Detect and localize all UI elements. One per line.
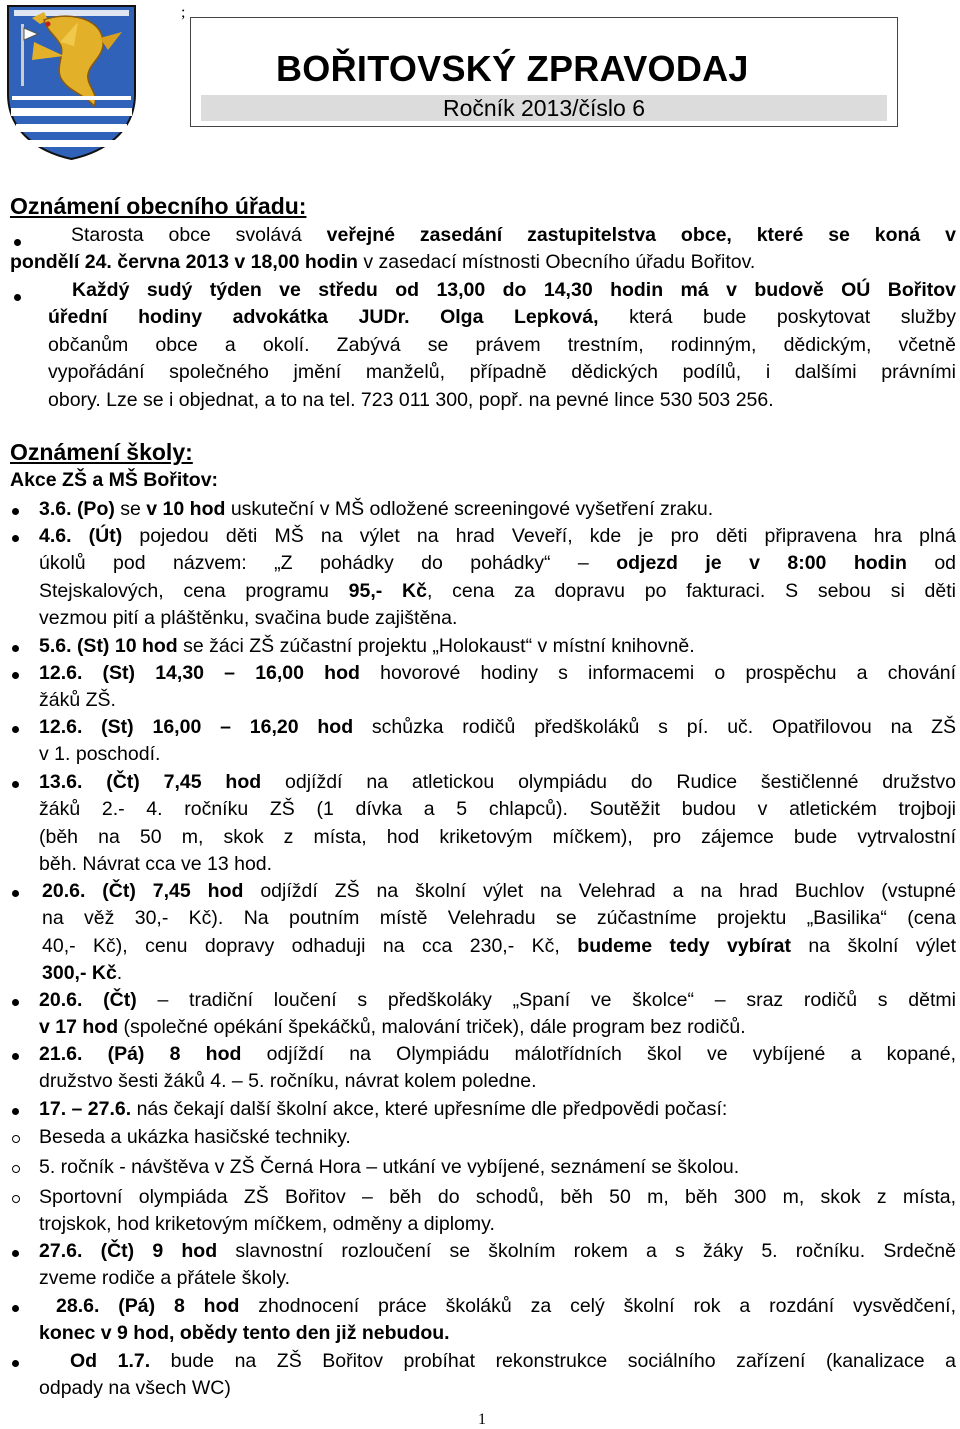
bullet (12, 672, 19, 679)
school-item-1: 3.6. (Po) se v 10 hod uskuteční v MŠ odložené screeningové vyšetření zraku. (39, 498, 714, 520)
municipal-coat-of-arms (4, 2, 139, 162)
newsletter-title: BOŘITOVSKÝ ZPRAVODAJ (276, 48, 749, 89)
bullet (12, 535, 19, 542)
bullet (12, 1250, 19, 1257)
bullet (12, 890, 19, 897)
sub-bullet (12, 1165, 20, 1173)
bullet (12, 1108, 19, 1115)
sub-item-2: 5. ročník - návštěva v ZŠ Černá Hora – utkání ve vybíjené, seznámení se školou. (39, 1156, 740, 1178)
bullet (12, 645, 19, 652)
school-heading: Oznámení školy: (10, 439, 193, 465)
masthead-box (190, 17, 898, 127)
sub-bullet (12, 1135, 20, 1143)
school-item-3: 5.6. (St) 10 hod se žáci ZŠ zúčastní projektu „Holokaust“ v místní knihovně. (39, 635, 695, 657)
school-item-4: 12.6. (St) 14,30 – 16,00 hod hovorové hodiny s informacemi o prospěchu a chování žáků ZŠ. (39, 662, 956, 712)
stray-semicolon: ; (181, 4, 186, 21)
bullet (12, 781, 19, 788)
bullet (12, 1053, 19, 1060)
school-item-10: 17. – 27.6. nás čekají další školní akce, které upřesníme dle předpovědi počasí: (39, 1098, 728, 1120)
sub-item-1: Beseda a ukázka hasičské techniky. (39, 1126, 351, 1148)
bullet (12, 1360, 19, 1367)
sub-bullet (12, 1195, 20, 1203)
school-item-7: 20.6. (Čt) 7,45 hod odjíždí ZŠ na školní výlet na Velehrad a na hrad Buchlov (vstupné na věž 30,- Kč). Na poutním místě Velehradu se zúčastníme projektu „Basilika“ (cena 40,- Kč), cenu dopravy odhaduji na cca 230,- Kč, budeme tedy vybírat na školní výlet 300,- Kč. (42, 880, 957, 985)
school-item-2: 4.6. (Út) pojedou děti MŠ na výlet na hrad Veveří, kde je pro děti připravena hra plná úkolů pod názvem: „Z pohádky do pohádky“ – odjezd je v 8:00 hodin od Stejskalových, cena programu 95,- Kč, cena za dopravu po fakturaci. S sebou si děti vezmou pití a pláštěnku, svačina bude zajištěna. (39, 525, 957, 630)
office-heading: Oznámení obecního úřadu: (10, 193, 307, 219)
school-item-8: 20.6. (Čt) – tradiční loučení s předškoláky „Spaní ve školce“ – sraz rodičů s dětmi v 17 hod (společné opékání špekáčků, malování triček), dále program bez rodičů. (39, 989, 956, 1039)
school-item-12: 28.6. (Pá) 8 hod zhodnocení práce školáků za celý školní rok a rozdání vysvědčení, konec v 9 hod, obědy tento den již nebudou. (39, 1295, 956, 1345)
school-item-13: Od 1.7. bude na ZŠ Bořitov probíhat rekonstrukce sociálního zařízení (kanalizace a odpady na všech WC) (39, 1350, 956, 1400)
issue-line: Ročník 2013/číslo 6 (201, 95, 887, 121)
school-item-9: 21.6. (Pá) 8 hod odjíždí na Olympiádu málotřídních škol ve vybíjené a kopané, družstvo šesti žáků 4. – 5. ročníku, návrat kolem poledne. (39, 1043, 957, 1093)
school-item-6: 13.6. (Čt) 7,45 hod odjíždí na atletickou olympiádu do Rudice šestičlenné družstvo žáků 2.- 4. ročníku ZŠ (1 dívka a 5 chlapců). Soutěžit budou v atletickém trojboji (běh na 50 m, skok z místa, hod kriketovým míčkem), pro zájemce bude vytrvalostní běh. Návrat cca ve 13 hod. (39, 771, 957, 876)
bullet (12, 999, 19, 1006)
office-item-lawyer: Každý sudý týden ve středu od 13,00 do 14,30 hodin má v budově OÚ Bořitov úřední hodiny advokátka JUDr. Olga Lepková, která bude poskytovat služby občanům obce a okolí. Zabývá se právem trestním, rodinným, dědickým, včetně vypořádání společného jmění manželů, případně dědických podílů, i dalšími právními obory. Lze se i objednat, a to na tel. 723 011 300, popř. na pevné lince 530 503 256. (48, 279, 956, 411)
office-item-meeting: Starosta obce svolává veřejné zasedání zastupitelstva obce, které se koná v pondělí 24. června 2013 v 18,00 hodin v zasedací místnosti Obecního úřadu Bořitov. (10, 224, 956, 274)
bullet (12, 726, 19, 733)
bullet (12, 508, 19, 515)
page-number: 1 (478, 1411, 486, 1428)
sub-item-3: Sportovní olympiáda ZŠ Bořitov – běh do schodů, běh 50 m, běh 300 m, skok z místa, trojskok, hod kriketovým míčkem, odměny a diplomy. (39, 1186, 956, 1236)
bullet (14, 294, 21, 301)
school-item-5: 12.6. (St) 16,00 – 16,20 hod schůzka rodičů předškoláků s pí. uč. Opatřilovou na ZŠ v 1. poschodí. (39, 716, 956, 766)
school-subheading: Akce ZŠ a MŠ Bořitov: (10, 469, 219, 491)
bullet (12, 1305, 19, 1312)
school-item-11: 27.6. (Čt) 9 hod slavnostní rozloučení se školním rokem a s žáky 5. ročníku. Srdečně zveme rodiče a přátele školy. (39, 1240, 956, 1290)
